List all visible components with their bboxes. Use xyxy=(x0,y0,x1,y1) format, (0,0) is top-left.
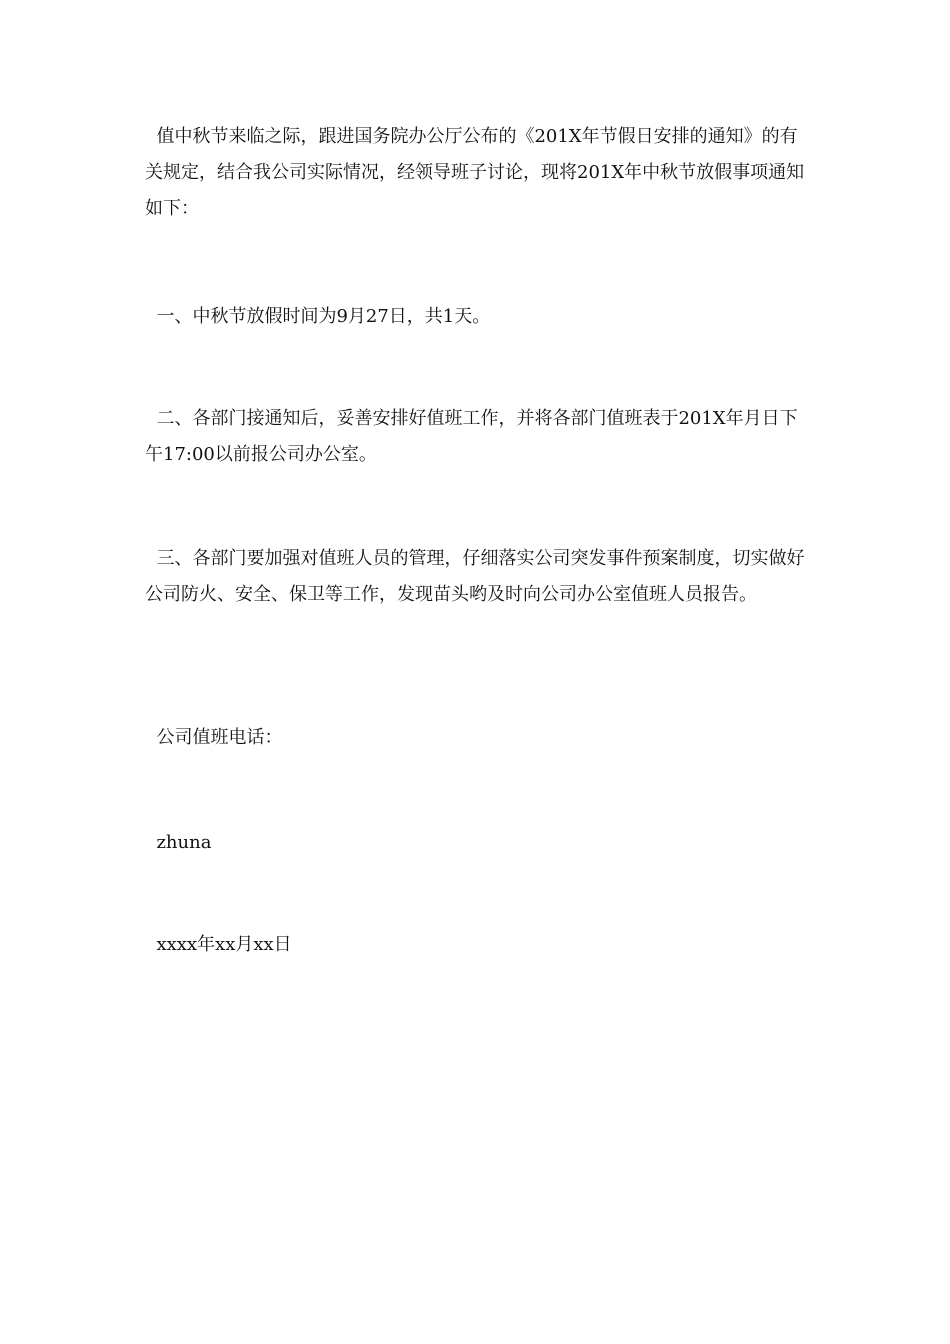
notice-item-1: 一、中秋节放假时间为9月27日，共1天。 xyxy=(145,306,491,327)
signer-name: zhuna xyxy=(145,832,212,853)
intro-paragraph: 值中秋节来临之际，跟进国务院办公厅公布的《201X年节假日安排的通知》的有关规定，结合我公司实际情况，经领导班子讨论，现将201X年中秋节放假事项通知如下： xyxy=(145,126,805,219)
notice-item-3: 三、各部门要加强对值班人员的管理，仔细落实公司突发事件预案制度，切实做好公司防火、安全、保卫等工作，发现苗头哟及时向公司办公室值班人员报告。 xyxy=(145,548,805,605)
duty-phone-label: 公司值班电话： xyxy=(145,727,283,748)
notice-item-2: 二、各部门接通知后，妥善安排好值班工作，并将各部门值班表于201X年月日下午17:00以前报公司办公室。 xyxy=(145,408,798,465)
document-date: xxxx年xx月xx日 xyxy=(145,934,292,955)
